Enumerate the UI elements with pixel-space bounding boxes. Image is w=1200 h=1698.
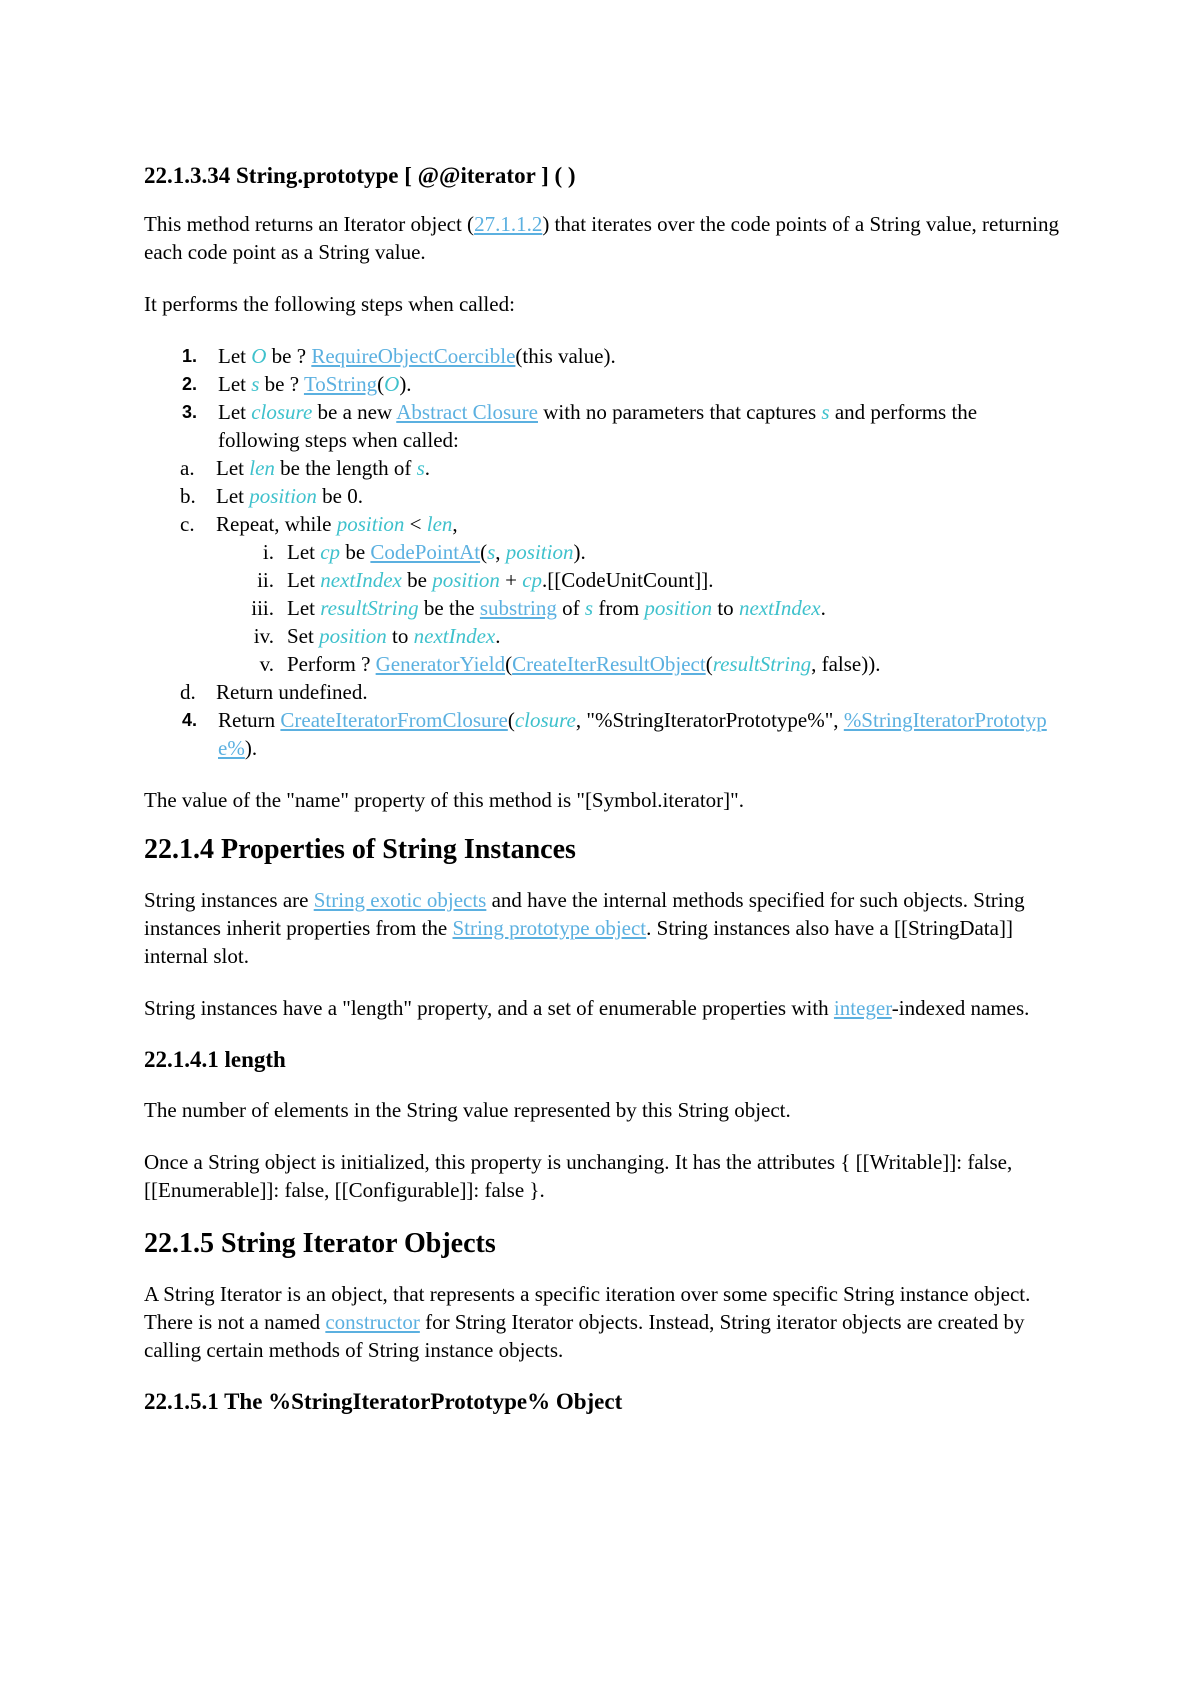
- paragraph: Once a String object is initialized, this property is unchanging. It has the attributes { [[Writable]]: false, [[Enumerable]]: false, [[Configurable]]: false }.: [144, 1150, 1013, 1202]
- link-tostring[interactable]: ToString: [303, 372, 378, 396]
- link-string-prototype-object[interactable]: String prototype object: [452, 916, 647, 940]
- text: (: [480, 540, 488, 564]
- step-number: ii.: [257, 568, 274, 592]
- variable: nextIndex: [738, 596, 821, 620]
- variable: len: [249, 456, 275, 480]
- link-substring[interactable]: substring: [479, 596, 557, 620]
- variable: resultString: [320, 596, 419, 620]
- text: to: [386, 624, 414, 648]
- text: ).: [399, 372, 412, 396]
- variable: position: [319, 624, 387, 648]
- text: .: [424, 456, 431, 480]
- step-3b: [144, 482, 1064, 510]
- link-requireobjectcoercible[interactable]: RequireObjectCoercible: [311, 344, 516, 368]
- text: . String instances also have a [[StringData]] internal slot.: [144, 916, 1013, 968]
- text: Let: [287, 596, 321, 620]
- step-2: [144, 370, 1064, 398]
- step-3a: [144, 454, 1064, 482]
- link-string-exotic-objects[interactable]: String exotic objects: [313, 888, 487, 912]
- step-number: a.: [180, 456, 195, 480]
- variable: s: [584, 596, 594, 620]
- text: be: [401, 568, 433, 592]
- step-number: 4.: [182, 710, 198, 730]
- text: , "%StringIteratorPrototype%",: [575, 708, 844, 732]
- step-3: [144, 398, 1064, 706]
- text: for String Iterator objects. Instead, String iterator objects are created by calling certain methods of String instance objects.: [144, 1310, 1025, 1362]
- variable: position: [644, 596, 713, 620]
- step-number: c.: [180, 512, 195, 536]
- variable: closure: [251, 400, 313, 424]
- variable: len: [426, 512, 453, 536]
- link-27-1-1-2[interactable]: 27.1.1.2: [474, 212, 543, 236]
- variable: resultString: [712, 652, 812, 676]
- link-generatoryield[interactable]: GeneratorYield: [375, 652, 506, 676]
- variable: s: [251, 372, 260, 396]
- text: to: [712, 596, 739, 620]
- text: ) that iterates over the code points of a String value, returning each code point as a String value.: [144, 212, 1059, 264]
- section-heading: 22.1.4 Properties of String Instances: [144, 834, 576, 865]
- text: be ?: [259, 372, 304, 396]
- variable: cp: [320, 540, 341, 564]
- text: .: [820, 596, 826, 620]
- text: from: [593, 596, 645, 620]
- variable: nextIndex: [320, 568, 402, 592]
- section-heading: 22.1.4.1 length: [144, 1047, 286, 1072]
- text: be the length of: [274, 456, 417, 480]
- step-number: iii.: [251, 596, 274, 620]
- link-stringiteratorprototype[interactable]: %StringIteratorPrototype%: [218, 708, 1047, 760]
- variable: position: [432, 568, 500, 592]
- text: Set: [287, 624, 320, 648]
- paragraph: The number of elements in the String value represented by this String object.: [144, 1098, 791, 1122]
- link-abstract-closure[interactable]: Abstract Closure: [396, 400, 538, 424]
- text: be 0.: [316, 484, 363, 508]
- text: of: [556, 596, 585, 620]
- paragraph: [144, 210, 1064, 266]
- variable: position: [249, 484, 317, 508]
- text: (: [705, 652, 713, 676]
- variable: O: [251, 344, 267, 368]
- variable: position: [336, 512, 405, 536]
- paragraph: [144, 994, 1064, 1022]
- variable: nextIndex: [413, 624, 496, 648]
- step-3c-v: [142, 650, 1064, 678]
- text: ).: [244, 736, 258, 760]
- text: Return undefined.: [216, 680, 368, 704]
- paragraph: [144, 886, 1064, 970]
- paragraph: It performs the following steps when called:: [144, 292, 515, 316]
- step-number: 3.: [182, 402, 198, 422]
- link-createiterresultobject[interactable]: CreateIterResultObject: [512, 652, 706, 676]
- section-heading: 22.1.3.34 String.prototype [ @@iterator ] ( ): [144, 163, 576, 188]
- text: -indexed names.: [891, 996, 1030, 1020]
- text: ,: [495, 540, 506, 564]
- text: Let: [216, 484, 250, 508]
- substeps: [180, 454, 1064, 706]
- step-3c-iii: [142, 594, 1064, 622]
- step-3d: [144, 678, 1064, 706]
- text: be the: [418, 596, 480, 620]
- text: .[[CodeUnitCount]].: [542, 568, 714, 592]
- text: Repeat, while: [216, 512, 337, 536]
- text: be ?: [266, 344, 312, 368]
- text: be a new: [312, 400, 397, 424]
- text: Let: [218, 372, 252, 396]
- section-heading: 22.1.5 String Iterator Objects: [144, 1228, 496, 1259]
- step-number: b.: [180, 484, 196, 508]
- text: (: [507, 708, 515, 732]
- text: with no parameters that captures: [538, 400, 822, 424]
- step-1: [144, 342, 1064, 370]
- text: be: [340, 540, 371, 564]
- text: This method returns an Iterator object (: [144, 212, 475, 236]
- text: +: [499, 568, 523, 592]
- step-3c: [144, 510, 1064, 678]
- step-3c-ii: [142, 566, 1064, 594]
- text: String instances have a "length" property, and a set of enumerable properties with: [144, 996, 834, 1020]
- text: ).: [573, 540, 586, 564]
- text: Let: [218, 400, 252, 424]
- text: String instances are: [144, 888, 314, 912]
- link-codepointat[interactable]: CodePointAt: [370, 540, 481, 564]
- step-number: d.: [180, 680, 196, 704]
- step-number: iv.: [253, 624, 274, 648]
- text: Let: [287, 568, 321, 592]
- variable: s: [487, 540, 496, 564]
- section-heading: 22.1.5.1 The %StringIteratorPrototype% Object: [144, 1389, 623, 1414]
- text: (this value).: [515, 344, 616, 368]
- variable: s: [416, 456, 425, 480]
- step-3c-iv: [142, 622, 1064, 650]
- paragraph: [144, 1280, 1064, 1364]
- link-createiteratorfromclosure[interactable]: CreateIteratorFromClosure: [280, 708, 508, 732]
- document-page: [144, 160, 1064, 1418]
- text: Let: [218, 344, 252, 368]
- substeps: [216, 538, 1064, 678]
- text: Let: [287, 540, 321, 564]
- text: Perform ?: [287, 652, 376, 676]
- step-number: i.: [262, 540, 274, 564]
- text: and performs the following steps when called:: [218, 400, 978, 452]
- text: .: [495, 624, 501, 648]
- text: ,: [452, 512, 458, 536]
- variable: s: [821, 400, 830, 424]
- text: (: [377, 372, 385, 396]
- link-constructor[interactable]: constructor: [325, 1310, 420, 1334]
- text: and have the internal methods specified for such objects. String instances inherit properties from the: [144, 888, 1025, 940]
- algorithm-steps: [144, 342, 1064, 762]
- variable: cp: [522, 568, 543, 592]
- text: Return: [218, 708, 281, 732]
- variable: position: [505, 540, 574, 564]
- step-number: v.: [259, 652, 274, 676]
- paragraph: The value of the "name" property of this method is "[Symbol.iterator]".: [144, 788, 744, 812]
- variable: closure: [514, 708, 576, 732]
- variable: O: [384, 372, 400, 396]
- step-number: 2.: [182, 374, 198, 394]
- step-4: [144, 706, 1064, 762]
- text: (: [505, 652, 513, 676]
- text: , false)).: [811, 652, 881, 676]
- step-3c-i: [142, 538, 1064, 566]
- step-number: 1.: [182, 346, 198, 366]
- text: Let: [216, 456, 250, 480]
- text: <: [404, 512, 427, 536]
- text: A String Iterator is an object, that represents a specific iteration over some specific String instance object. There is not a named: [144, 1282, 1031, 1334]
- link-integer[interactable]: integer: [833, 996, 892, 1020]
